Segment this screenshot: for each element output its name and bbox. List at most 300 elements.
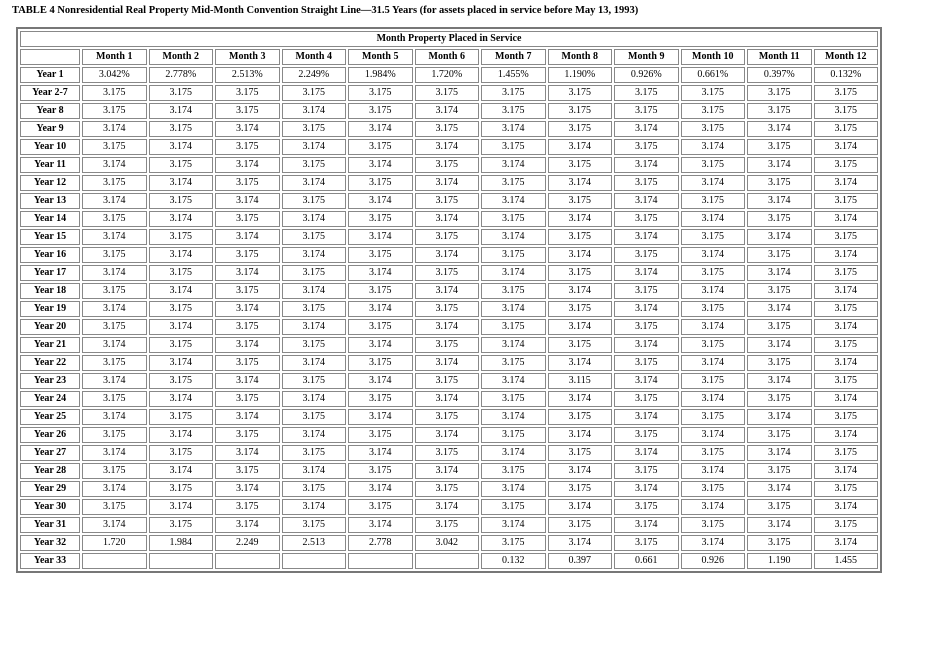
table-cell: 3.174 [548,427,613,443]
table-cell: 3.175 [149,301,214,317]
table-cell: 3.042 [415,535,480,551]
table-cell: 3.174 [614,265,679,281]
table-cell: 3.174 [415,283,480,299]
table-row [20,535,878,551]
table-cell: 3.175 [282,373,347,389]
table-cell: 3.174 [215,337,280,353]
table-cell: 3.174 [814,319,879,335]
table-cell: 3.175 [415,301,480,317]
table-cell: 3.175 [149,409,214,425]
table-row [20,157,878,173]
table-row [20,499,878,515]
table-cell: 3.175 [215,211,280,227]
table-cell: 3.175 [747,175,812,191]
depreciation-table [18,29,880,571]
table-cell: 3.174 [747,301,812,317]
column-header-month-1: Month 1 [82,49,147,65]
column-header-row [20,49,878,65]
table-cell: 3.175 [548,445,613,461]
table-cell: 3.174 [215,445,280,461]
table-cell: 3.175 [814,373,879,389]
table-cell: 3.175 [747,139,812,155]
table-cell: 3.174 [348,193,413,209]
column-header-month-7: Month 7 [481,49,546,65]
table-row [20,301,878,317]
table-cell: 3.174 [348,157,413,173]
table-row [20,211,878,227]
table-cell: 3.174 [614,373,679,389]
table-cell: 3.174 [814,355,879,371]
table-row [20,283,878,299]
table-cell: 3.175 [348,139,413,155]
table-cell: 3.174 [548,247,613,263]
table-cell: 3.175 [814,517,879,533]
table-cell: 3.174 [614,229,679,245]
row-label: Year 32 [20,535,80,551]
table-cell: 3.175 [282,301,347,317]
table-cell: 2.513% [215,67,280,83]
table-cell: 3.174 [82,301,147,317]
column-header-month-2: Month 2 [149,49,214,65]
table-cell: 3.174 [215,517,280,533]
row-label: Year 20 [20,319,80,335]
table-cell: 3.175 [149,445,214,461]
table-cell: 3.175 [481,535,546,551]
table-cell: 3.175 [348,175,413,191]
table-cell: 3.175 [614,103,679,119]
table-cell: 3.174 [481,337,546,353]
table-cell: 3.174 [415,211,480,227]
table-cell: 3.174 [548,391,613,407]
table-cell: 3.175 [149,193,214,209]
row-label: Year 11 [20,157,80,173]
table-cell: 3.174 [215,301,280,317]
table-cell: 3.175 [348,319,413,335]
table-cell: 3.174 [481,445,546,461]
table-cell: 3.175 [481,211,546,227]
table-cell: 3.174 [548,319,613,335]
table-cell: 3.174 [282,463,347,479]
table-cell: 3.174 [614,301,679,317]
table-cell: 3.175 [481,139,546,155]
table-cell: 3.175 [415,481,480,497]
table-cell: 3.175 [82,355,147,371]
table-cell: 0.397 [548,553,613,569]
column-header-month-3: Month 3 [215,49,280,65]
table-row [20,319,878,335]
row-label: Year 27 [20,445,80,461]
column-header-month-12: Month 12 [814,49,879,65]
table-cell: 0.397% [747,67,812,83]
table-cell: 3.174 [614,409,679,425]
table-cell: 3.174 [681,463,746,479]
table-cell: 3.175 [149,517,214,533]
table-cell: 3.175 [681,409,746,425]
table-cell: 3.174 [614,337,679,353]
table-cell: 3.174 [82,337,147,353]
table-cell: 3.175 [548,337,613,353]
table-cell: 3.175 [814,301,879,317]
table-cell: 3.174 [747,265,812,281]
table-cell: 3.175 [548,301,613,317]
row-label: Year 22 [20,355,80,371]
table-cell: 3.174 [415,247,480,263]
table-cell: 3.042% [82,67,147,83]
table-cell: 3.174 [215,409,280,425]
table-cell: 3.175 [481,175,546,191]
table-cell: 3.174 [614,121,679,137]
table-cell: 3.175 [82,211,147,227]
table-cell: 3.175 [282,481,347,497]
table-row [20,517,878,533]
table-cell: 3.175 [282,445,347,461]
table-cell: 1.190 [747,553,812,569]
depreciation-table-container [16,27,882,573]
column-header-month-9: Month 9 [614,49,679,65]
table-cell: 3.175 [614,499,679,515]
table-cell: 3.174 [481,229,546,245]
table-cell: 3.174 [149,427,214,443]
table-cell: 3.175 [614,535,679,551]
table-cell: 3.175 [149,85,214,101]
table-cell: 3.175 [814,481,879,497]
table-cell: 1.984 [149,535,214,551]
table-cell: 3.175 [681,265,746,281]
table-row [20,445,878,461]
table-cell: 3.175 [415,517,480,533]
table-cell: 3.174 [282,175,347,191]
table-cell: 3.175 [548,481,613,497]
table-cell: 3.175 [681,337,746,353]
table-cell: 1.720% [415,67,480,83]
table-cell: 3.174 [747,445,812,461]
table-row [20,481,878,497]
table-cell: 3.174 [614,193,679,209]
table-cell: 3.174 [747,193,812,209]
table-cell: 3.174 [481,265,546,281]
table-cell: 3.174 [681,247,746,263]
table-row [20,409,878,425]
table-cell: 3.175 [747,211,812,227]
table-cell: 3.175 [747,427,812,443]
table-cell: 3.175 [82,139,147,155]
table-cell: 3.175 [747,535,812,551]
row-label: Year 14 [20,211,80,227]
table-cell: 3.174 [149,103,214,119]
table-cell: 3.175 [814,193,879,209]
row-label: Year 25 [20,409,80,425]
table-cell: 3.175 [481,463,546,479]
table-cell: 3.174 [481,301,546,317]
table-cell: 3.175 [481,355,546,371]
table-cell: 3.175 [82,463,147,479]
table-cell: 3.175 [814,229,879,245]
table-cell: 3.175 [82,175,147,191]
table-cell: 3.175 [415,337,480,353]
table-cell: 3.174 [548,499,613,515]
table-cell: 3.175 [548,85,613,101]
table-cell: 3.175 [282,85,347,101]
table-cell: 3.174 [681,211,746,227]
table-cell: 3.174 [614,445,679,461]
row-label: Year 24 [20,391,80,407]
table-cell: 3.175 [548,409,613,425]
table-cell: 3.174 [82,481,147,497]
table-cell: 3.175 [215,427,280,443]
row-label: Year 12 [20,175,80,191]
table-cell: 3.175 [282,265,347,281]
table-cell: 3.174 [149,499,214,515]
table-cell: 3.174 [548,175,613,191]
row-label: Year 15 [20,229,80,245]
table-cell: 3.174 [415,175,480,191]
table-row [20,193,878,209]
table-cell: 3.175 [348,427,413,443]
table-cell: 3.174 [747,121,812,137]
row-label: Year 2-7 [20,85,80,101]
table-cell: 3.175 [681,103,746,119]
table-cell: 3.174 [747,229,812,245]
table-cell: 3.175 [348,283,413,299]
table-cell: 2.249% [282,67,347,83]
table-cell: 3.175 [681,481,746,497]
table-cell: 3.174 [415,391,480,407]
table-cell: 3.174 [548,463,613,479]
table-cell: 3.174 [814,499,879,515]
table-cell: 3.175 [82,103,147,119]
table-cell: 3.175 [681,445,746,461]
table-row [20,553,878,569]
table-cell: 3.175 [814,85,879,101]
table-cell [282,553,347,569]
table-row [20,67,878,83]
table-cell: 3.175 [681,229,746,245]
table-row [20,229,878,245]
table-cell: 3.174 [282,103,347,119]
table-cell: 3.175 [814,157,879,173]
table-row [20,373,878,389]
row-label: Year 21 [20,337,80,353]
table-cell: 3.174 [82,157,147,173]
table-title: TABLE 4 Nonresidential Real Property Mid-Month Convention Straight Line—31.5 Years (for assets placed in service before May 13, 1993) [12,5,639,16]
table-cell: 3.175 [282,337,347,353]
table-cell: 3.175 [614,283,679,299]
table-cell: 3.175 [215,103,280,119]
table-cell: 3.175 [415,85,480,101]
table-cell: 3.174 [814,463,879,479]
table-cell: 3.175 [149,481,214,497]
table-cell: 3.174 [215,373,280,389]
table-cell: 3.174 [548,139,613,155]
table-cell: 3.175 [348,211,413,227]
table-cell: 3.174 [282,139,347,155]
table-cell: 3.174 [348,121,413,137]
table-cell: 3.175 [814,337,879,353]
table-body [20,67,878,569]
table-cell: 3.174 [149,283,214,299]
row-label: Year 33 [20,553,80,569]
table-cell: 3.175 [215,391,280,407]
table-row [20,121,878,137]
table-cell: 3.175 [614,247,679,263]
table-cell: 3.175 [215,139,280,155]
table-cell: 3.175 [548,103,613,119]
table-cell: 3.175 [149,373,214,389]
table-cell: 3.174 [282,319,347,335]
table-cell: 1.455 [814,553,879,569]
table-cell: 3.175 [614,175,679,191]
table-cell: 3.175 [614,463,679,479]
table-cell: 3.174 [82,229,147,245]
table-cell: 3.174 [681,427,746,443]
table-cell: 3.175 [614,211,679,227]
table-cell: 3.174 [614,517,679,533]
table-cell: 3.175 [681,301,746,317]
column-header-month-8: Month 8 [548,49,613,65]
table-cell: 3.175 [215,355,280,371]
table-cell: 3.175 [681,373,746,389]
table-cell: 3.174 [348,301,413,317]
table-cell: 0.926 [681,553,746,569]
row-label: Year 26 [20,427,80,443]
table-cell: 3.175 [149,229,214,245]
table-cell: 3.174 [814,139,879,155]
table-cell [348,553,413,569]
table-cell: 3.174 [681,535,746,551]
table-cell: 0.132% [814,67,879,83]
table-cell: 3.175 [282,517,347,533]
table-cell: 3.174 [747,157,812,173]
table-cell: 3.175 [614,355,679,371]
table-cell: 3.175 [747,283,812,299]
table-cell: 3.175 [82,427,147,443]
table-cell: 3.174 [348,481,413,497]
table-cell: 3.174 [548,535,613,551]
table-cell: 3.174 [149,463,214,479]
table-cell: 3.174 [215,481,280,497]
table-cell: 3.174 [481,193,546,209]
table-cell: 3.175 [747,355,812,371]
table-cell: 3.175 [481,499,546,515]
table-cell: 3.174 [814,391,879,407]
table-cell: 3.175 [82,391,147,407]
table-cell: 3.174 [481,121,546,137]
table-cell: 3.175 [415,265,480,281]
row-label: Year 1 [20,67,80,83]
table-cell: 3.174 [348,265,413,281]
table-cell: 3.175 [348,391,413,407]
column-header-month-6: Month 6 [415,49,480,65]
table-cell: 3.175 [548,517,613,533]
table-cell: 3.175 [282,193,347,209]
table-cell: 3.175 [415,373,480,389]
table-cell: 3.174 [814,283,879,299]
table-cell: 3.174 [481,409,546,425]
table-cell: 3.174 [149,139,214,155]
table-cell: 3.175 [415,445,480,461]
table-cell: 3.174 [282,391,347,407]
table-cell: 3.174 [82,265,147,281]
table-cell: 3.175 [814,121,879,137]
table-cell: 2.513 [282,535,347,551]
table-cell: 3.175 [814,445,879,461]
row-label: Year 8 [20,103,80,119]
table-cell: 3.175 [82,247,147,263]
table-cell: 3.175 [82,85,147,101]
table-cell: 3.174 [747,481,812,497]
table-cell: 3.175 [548,265,613,281]
table-cell: 3.175 [415,229,480,245]
table-cell: 3.174 [215,229,280,245]
table-cell: 3.174 [747,337,812,353]
table-cell: 3.175 [282,229,347,245]
table-cell: 3.174 [681,355,746,371]
table-cell: 3.174 [548,211,613,227]
row-label: Year 13 [20,193,80,209]
table-cell: 3.175 [481,103,546,119]
row-label: Year 19 [20,301,80,317]
table-cell: 3.175 [215,247,280,263]
table-cell: 3.175 [814,103,879,119]
table-cell: 3.174 [82,121,147,137]
table-cell: 3.175 [149,121,214,137]
table-cell: 3.174 [215,121,280,137]
group-header: Month Property Placed in Service [20,31,878,47]
table-cell: 3.175 [82,319,147,335]
group-header-row [20,31,878,47]
table-cell: 3.175 [614,391,679,407]
table-row [20,463,878,479]
table-row [20,103,878,119]
table-cell: 3.175 [282,157,347,173]
table-cell: 3.174 [415,463,480,479]
table-cell: 3.174 [82,193,147,209]
table-cell: 1.455% [481,67,546,83]
table-cell: 3.174 [747,373,812,389]
table-cell: 3.174 [348,517,413,533]
table-cell: 3.175 [614,427,679,443]
row-label: Year 31 [20,517,80,533]
table-row [20,139,878,155]
table-cell: 3.174 [415,499,480,515]
table-cell: 3.175 [348,499,413,515]
table-row [20,247,878,263]
table-cell: 3.175 [415,193,480,209]
table-cell: 3.174 [481,157,546,173]
table-cell: 2.778 [348,535,413,551]
table-cell: 3.174 [282,355,347,371]
row-label: Year 23 [20,373,80,389]
table-cell: 3.174 [215,193,280,209]
table-cell: 3.174 [481,373,546,389]
table-cell: 3.174 [681,499,746,515]
table-cell: 0.926% [614,67,679,83]
row-label: Year 30 [20,499,80,515]
table-cell: 3.175 [681,193,746,209]
table-row [20,427,878,443]
table-cell: 3.175 [149,265,214,281]
table-cell: 3.174 [681,391,746,407]
table-row [20,391,878,407]
table-cell: 3.175 [747,463,812,479]
column-header-month-4: Month 4 [282,49,347,65]
table-cell: 3.174 [548,355,613,371]
table-cell: 3.175 [415,121,480,137]
column-header-month-11: Month 11 [747,49,812,65]
table-cell: 3.174 [814,211,879,227]
table-cell: 3.174 [348,445,413,461]
row-label: Year 17 [20,265,80,281]
